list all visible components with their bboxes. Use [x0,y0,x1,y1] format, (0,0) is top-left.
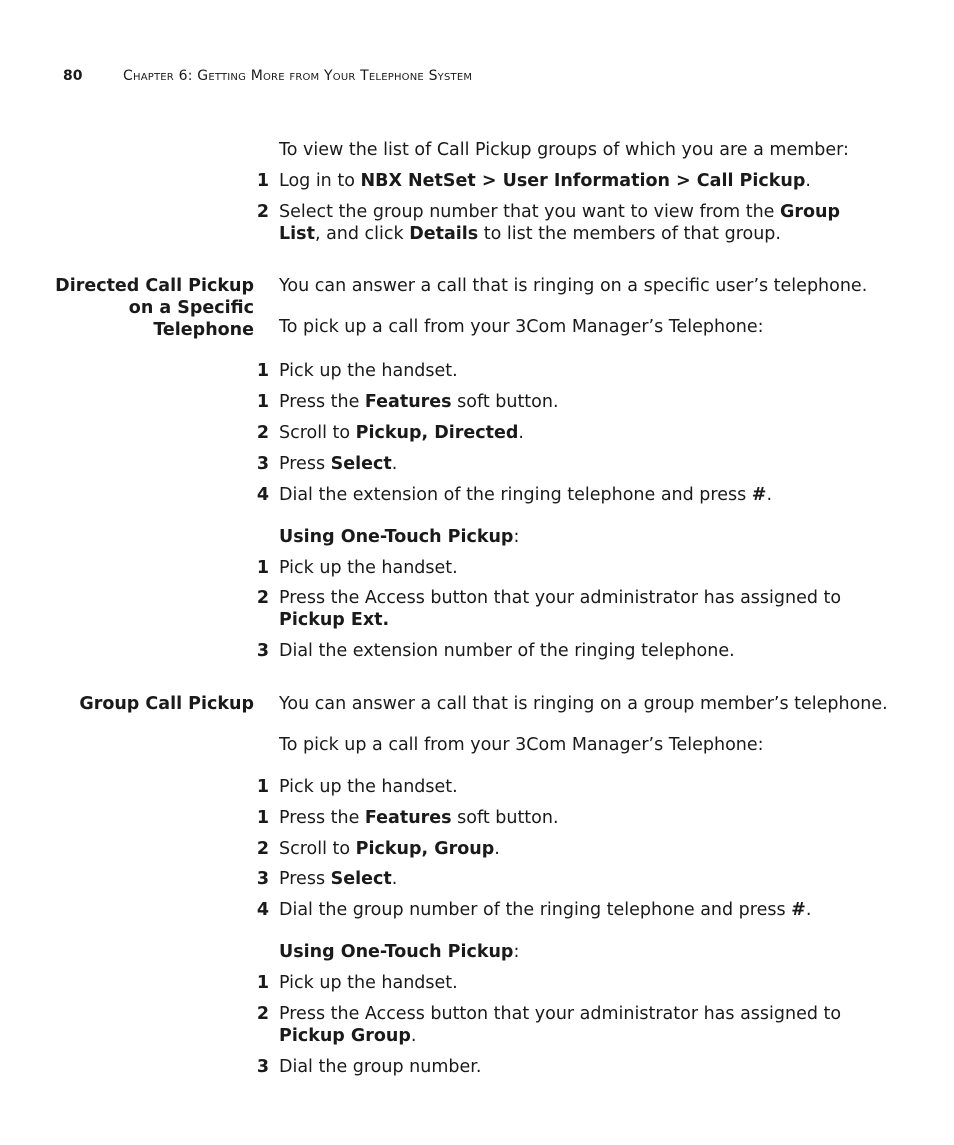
directed-step: 2 Scroll to Pickup, Directed. [256,423,524,443]
directed-intro: You can answer a call that is ringing on a specific user’s telephone. [279,276,868,296]
intro-step: 1 Log in to NBX NetSet > User Information > Call Pickup. [256,171,811,191]
running-header [63,68,472,84]
group-lead: To pick up a call from your 3Com Manager’s Telephone: [279,735,764,755]
directed-step: 3 Press Select. [256,454,398,474]
group-step: 1 Press the Features soft button. [256,808,559,828]
group-one-touch-step: 3 Dial the group number. [256,1057,482,1077]
group-step: 2 Scroll to Pickup, Group. [256,839,500,859]
directed-one-touch-step: 2 Press the Access button that your administrator has assigned to Pickup Ext. [256,588,842,630]
page-number: 80 [63,68,83,84]
group-step: 1 Pick up the handset. [256,777,458,797]
directed-step: 1 Pick up the handset. [256,361,458,381]
group-one-touch-heading: Using One-Touch Pickup: [279,942,520,962]
directed-one-touch-step: 3 Dial the extension number of the ringing telephone. [256,641,735,661]
group-step: 3 Press Select. [256,869,398,889]
chapter-title: Chapter 6: Getting More from Your Telephone System [123,68,473,84]
group-one-touch-step: 1 Pick up the handset. [256,973,458,993]
group-step: 4 Dial the group number of the ringing telephone and press #. [256,900,812,920]
section-heading-group: Group Call Pickup [79,694,254,714]
section-heading-directed: Directed Call Pickup on a Specific Telephone [55,276,254,340]
directed-one-touch-step: 1 Pick up the handset. [256,558,458,578]
directed-step: 1 Press the Features soft button. [256,392,559,412]
group-intro: You can answer a call that is ringing on a group member’s telephone. [279,694,888,714]
group-one-touch-step: 2 Press the Access button that your administrator has assigned to Pickup Group. [256,1004,842,1046]
directed-one-touch-heading: Using One-Touch Pickup: [279,527,520,547]
intro-step: 2 Select the group number that you want to view from the Group List, and click Details to list the members of that group. [256,202,841,244]
directed-lead: To pick up a call from your 3Com Manager’s Telephone: [279,317,764,337]
directed-step: 4 Dial the extension of the ringing telephone and press #. [256,485,773,505]
intro-lead: To view the list of Call Pickup groups of which you are a member: [279,140,849,160]
